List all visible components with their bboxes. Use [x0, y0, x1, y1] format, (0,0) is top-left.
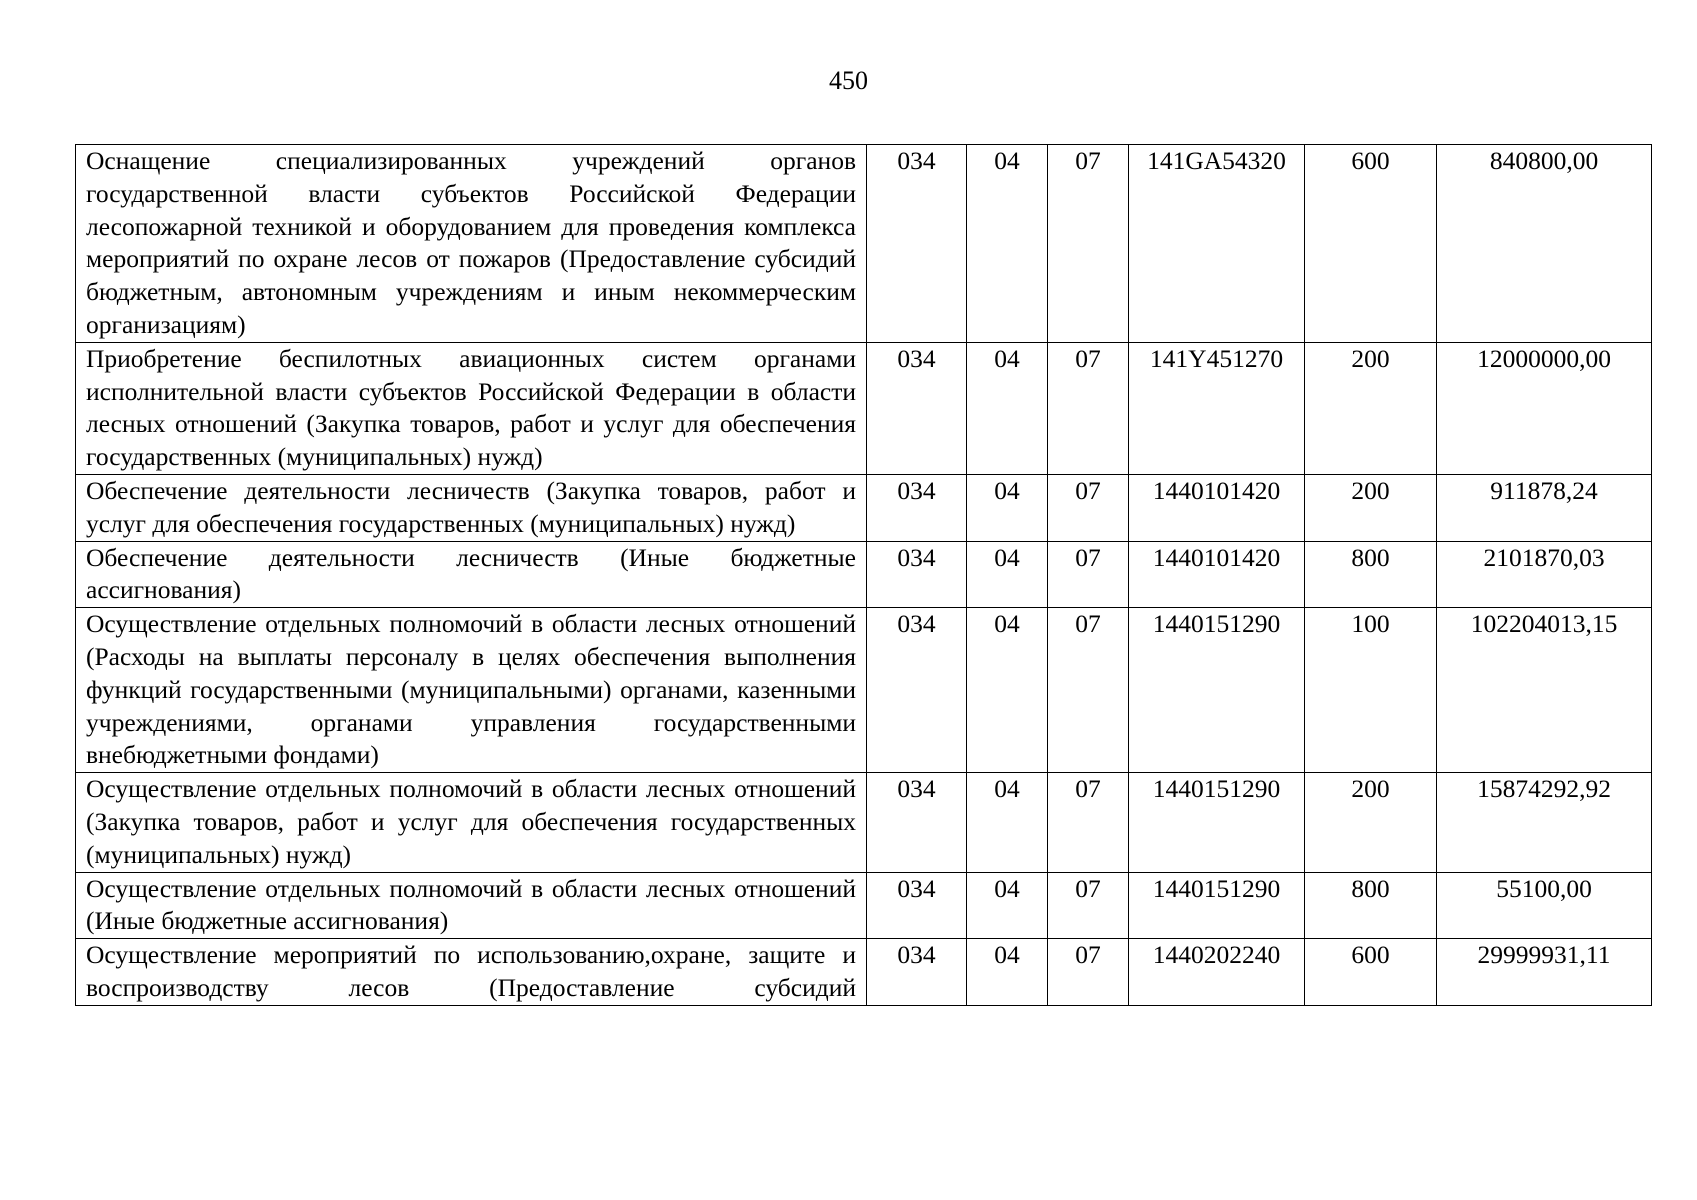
expense-type-code: 200 [1305, 773, 1437, 872]
subsection-code: 07 [1048, 541, 1129, 608]
section-code: 04 [967, 939, 1048, 1006]
target-article-code: 1440101420 [1129, 474, 1305, 541]
target-article-code: 141GA54320 [1129, 145, 1305, 343]
grbs-code: 034 [867, 939, 967, 1006]
row-description: Приобретение беспилотных авиационных систем органами исполнительной власти субъектов Российской Федерации в области лесных отношений (Закупка товаров, работ и услуг для обеспечения государственных (муниципальных) нужд) [76, 342, 867, 474]
amount: 29999931,11 [1437, 939, 1652, 1006]
target-article-code: 1440151290 [1129, 773, 1305, 872]
section-code: 04 [967, 541, 1048, 608]
amount: 15874292,92 [1437, 773, 1652, 872]
subsection-code: 07 [1048, 145, 1129, 343]
target-article-code: 1440101420 [1129, 541, 1305, 608]
amount: 102204013,15 [1437, 608, 1652, 773]
expense-type-code: 200 [1305, 342, 1437, 474]
table-row [76, 872, 1652, 939]
subsection-code: 07 [1048, 773, 1129, 872]
row-description: Обеспечение деятельности лесничеств (Иные бюджетные ассигнования) [76, 541, 867, 608]
row-description: Обеспечение деятельности лесничеств (Закупка товаров, работ и услуг для обеспечения государственных (муниципальных) нужд) [76, 474, 867, 541]
grbs-code: 034 [867, 474, 967, 541]
subsection-code: 07 [1048, 474, 1129, 541]
table-row [76, 342, 1652, 474]
target-article-code: 1440151290 [1129, 872, 1305, 939]
grbs-code: 034 [867, 145, 967, 343]
amount: 911878,24 [1437, 474, 1652, 541]
section-code: 04 [967, 608, 1048, 773]
target-article-code: 1440202240 [1129, 939, 1305, 1006]
target-article-code: 1440151290 [1129, 608, 1305, 773]
expense-type-code: 800 [1305, 541, 1437, 608]
budget-table [75, 144, 1652, 1006]
section-code: 04 [967, 773, 1048, 872]
table-row [76, 773, 1652, 872]
section-code: 04 [967, 474, 1048, 541]
section-code: 04 [967, 872, 1048, 939]
row-description: Оснащение специализированных учреждений органов государственной власти субъектов Российской Федерации лесопожарной техникой и оборудованием для проведения комплекса мероприятий по охране лесов от пожаров (Предоставление субсидий бюджетным, автономным учреждениям и иным некоммерческим организациям) [76, 145, 867, 343]
expense-type-code: 600 [1305, 939, 1437, 1006]
expense-type-code: 800 [1305, 872, 1437, 939]
amount: 2101870,03 [1437, 541, 1652, 608]
grbs-code: 034 [867, 773, 967, 872]
row-description: Осуществление мероприятий по использованию,охране, защите и воспроизводству лесов (Предоставление субсидий [76, 939, 867, 1006]
amount: 12000000,00 [1437, 342, 1652, 474]
row-description: Осуществление отдельных полномочий в области лесных отношений (Закупка товаров, работ и услуг для обеспечения государственных (муниципальных) нужд) [76, 773, 867, 872]
subsection-code: 07 [1048, 939, 1129, 1006]
table-row [76, 541, 1652, 608]
row-description: Осуществление отдельных полномочий в области лесных отношений (Расходы на выплаты персоналу в целях обеспечения выполнения функций государственными (муниципальными) органами, казенными учреждениями, органами управления государственными внебюджетными фондами) [76, 608, 867, 773]
amount: 55100,00 [1437, 872, 1652, 939]
target-article-code: 141Y451270 [1129, 342, 1305, 474]
expense-type-code: 200 [1305, 474, 1437, 541]
expense-type-code: 100 [1305, 608, 1437, 773]
section-code: 04 [967, 145, 1048, 343]
amount: 840800,00 [1437, 145, 1652, 343]
row-description: Осуществление отдельных полномочий в области лесных отношений (Иные бюджетные ассигнования) [76, 872, 867, 939]
expense-type-code: 600 [1305, 145, 1437, 343]
subsection-code: 07 [1048, 872, 1129, 939]
subsection-code: 07 [1048, 608, 1129, 773]
table-row [76, 145, 1652, 343]
table-row [76, 608, 1652, 773]
page-number: 450 [829, 66, 868, 95]
subsection-code: 07 [1048, 342, 1129, 474]
grbs-code: 034 [867, 541, 967, 608]
grbs-code: 034 [867, 872, 967, 939]
section-code: 04 [967, 342, 1048, 474]
grbs-code: 034 [867, 342, 967, 474]
table-row [76, 474, 1652, 541]
grbs-code: 034 [867, 608, 967, 773]
table-row [76, 939, 1652, 1006]
